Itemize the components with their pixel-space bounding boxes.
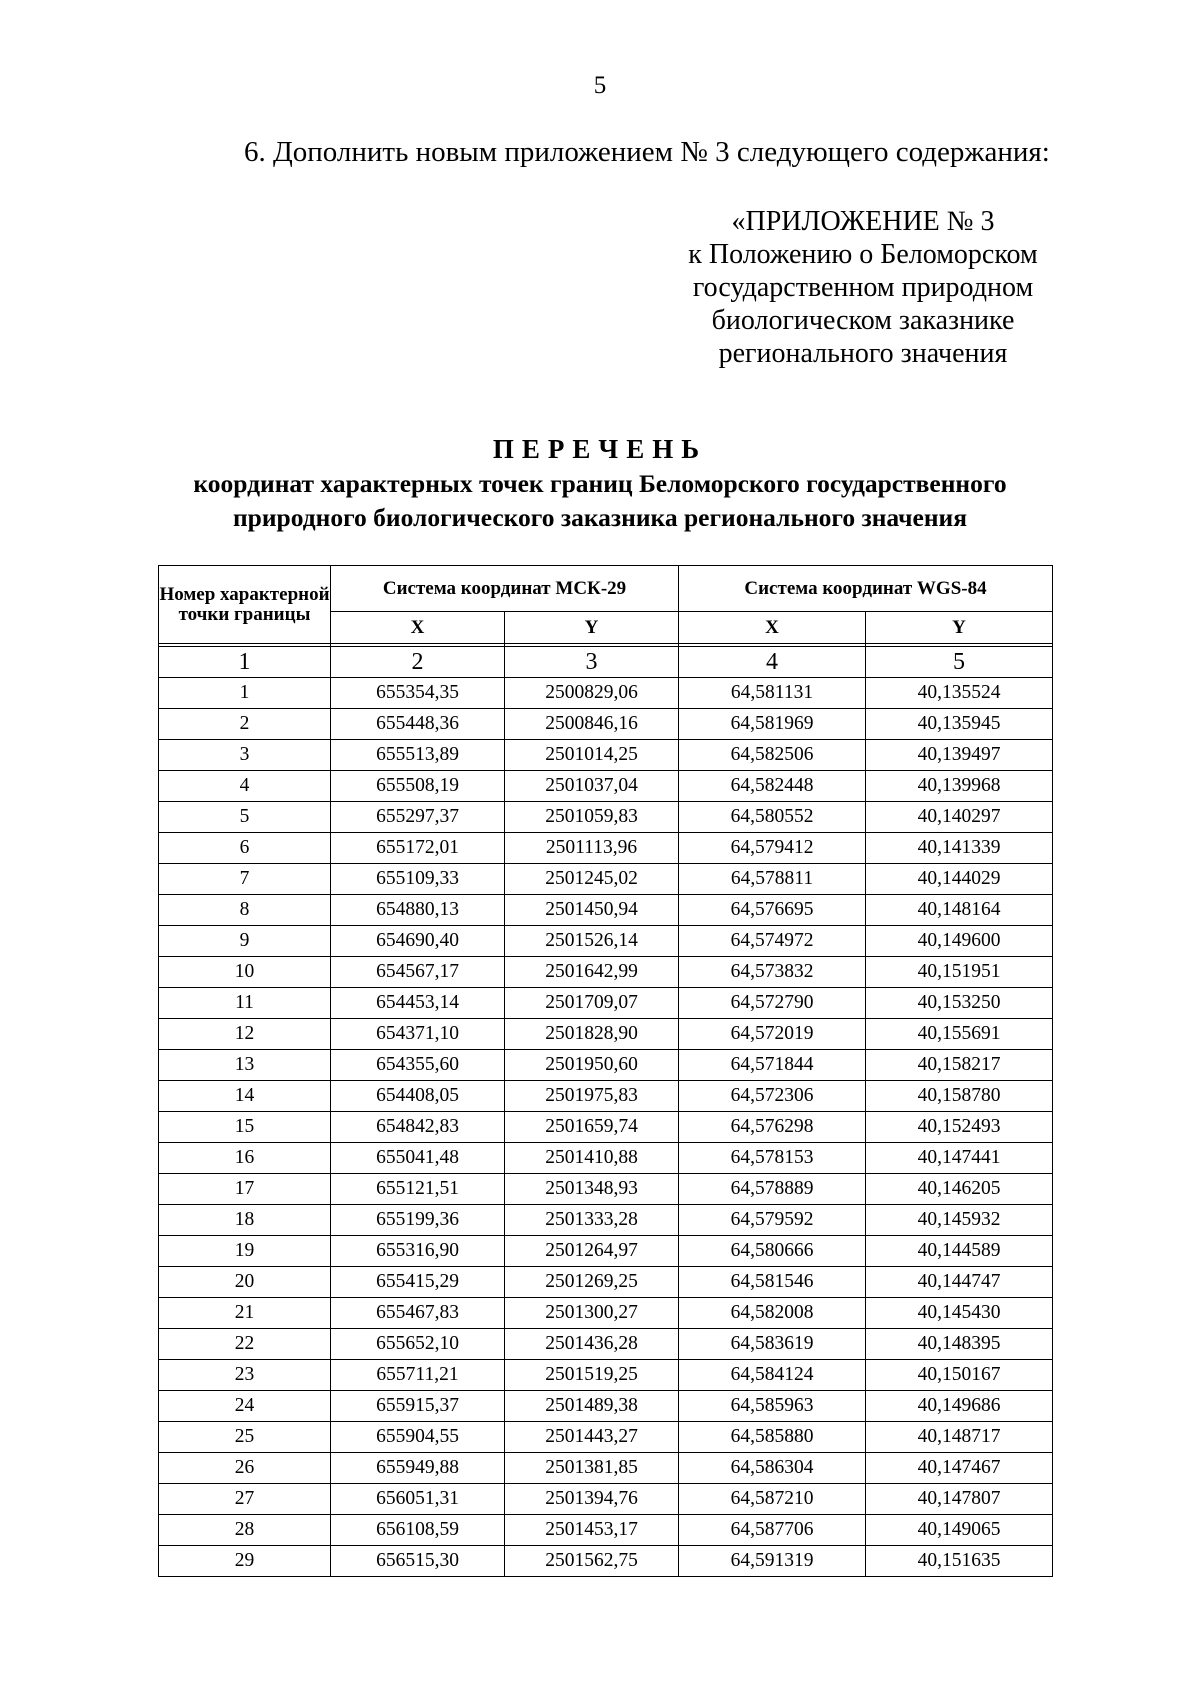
cell-msk-y: 2501037,04 bbox=[505, 771, 679, 802]
cell-wgs-y: 40,149686 bbox=[866, 1391, 1053, 1422]
cell-point-number: 21 bbox=[159, 1298, 331, 1329]
cell-msk-x: 656108,59 bbox=[331, 1515, 505, 1546]
cell-wgs-y: 40,147807 bbox=[866, 1484, 1053, 1515]
header-wgs-y: Y bbox=[866, 612, 1053, 644]
cell-point-number: 13 bbox=[159, 1050, 331, 1081]
cell-point-number: 22 bbox=[159, 1329, 331, 1360]
cell-msk-x: 655109,33 bbox=[331, 864, 505, 895]
table-row bbox=[159, 1546, 1053, 1577]
cell-msk-y: 2501269,25 bbox=[505, 1267, 679, 1298]
column-number: 4 bbox=[679, 647, 866, 678]
column-number-row bbox=[159, 647, 1053, 678]
cell-wgs-y: 40,150167 bbox=[866, 1360, 1053, 1391]
cell-wgs-x: 64,584124 bbox=[679, 1360, 866, 1391]
cell-msk-y: 2501381,85 bbox=[505, 1453, 679, 1484]
cell-msk-x: 655711,21 bbox=[331, 1360, 505, 1391]
cell-wgs-y: 40,151951 bbox=[866, 957, 1053, 988]
cell-point-number: 6 bbox=[159, 833, 331, 864]
table-row bbox=[159, 957, 1053, 988]
cell-msk-y: 2501014,25 bbox=[505, 740, 679, 771]
cell-wgs-y: 40,147467 bbox=[866, 1453, 1053, 1484]
cell-msk-y: 2501975,83 bbox=[505, 1081, 679, 1112]
table-row bbox=[159, 833, 1053, 864]
cell-wgs-x: 64,585963 bbox=[679, 1391, 866, 1422]
cell-wgs-x: 64,583619 bbox=[679, 1329, 866, 1360]
cell-point-number: 20 bbox=[159, 1267, 331, 1298]
table-row bbox=[159, 926, 1053, 957]
cell-msk-x: 655316,90 bbox=[331, 1236, 505, 1267]
cell-wgs-x: 64,578811 bbox=[679, 864, 866, 895]
cell-wgs-y: 40,135524 bbox=[866, 678, 1053, 709]
cell-point-number: 17 bbox=[159, 1174, 331, 1205]
appendix-heading bbox=[653, 205, 1073, 370]
column-number: 3 bbox=[505, 647, 679, 678]
cell-wgs-x: 64,587210 bbox=[679, 1484, 866, 1515]
cell-msk-x: 654371,10 bbox=[331, 1019, 505, 1050]
cell-wgs-y: 40,144747 bbox=[866, 1267, 1053, 1298]
cell-wgs-y: 40,144589 bbox=[866, 1236, 1053, 1267]
cell-point-number: 2 bbox=[159, 709, 331, 740]
table-row bbox=[159, 1360, 1053, 1391]
cell-point-number: 8 bbox=[159, 895, 331, 926]
cell-msk-x: 655448,36 bbox=[331, 709, 505, 740]
cell-point-number: 15 bbox=[159, 1112, 331, 1143]
table-row bbox=[159, 709, 1053, 740]
appendix-line: к Положению о Беломорском bbox=[688, 239, 1038, 270]
cell-point-number: 19 bbox=[159, 1236, 331, 1267]
cell-msk-x: 654408,05 bbox=[331, 1081, 505, 1112]
cell-msk-y: 2501245,02 bbox=[505, 864, 679, 895]
cell-wgs-y: 40,151635 bbox=[866, 1546, 1053, 1577]
table-row bbox=[159, 864, 1053, 895]
table-row bbox=[159, 1081, 1053, 1112]
cell-msk-y: 2501828,90 bbox=[505, 1019, 679, 1050]
cell-wgs-x: 64,582448 bbox=[679, 771, 866, 802]
cell-msk-y: 2501450,94 bbox=[505, 895, 679, 926]
cell-msk-y: 2501443,27 bbox=[505, 1422, 679, 1453]
column-number: 1 bbox=[159, 647, 331, 678]
cell-msk-y: 2501562,75 bbox=[505, 1546, 679, 1577]
cell-wgs-y: 40,153250 bbox=[866, 988, 1053, 1019]
cell-msk-x: 655513,89 bbox=[331, 740, 505, 771]
table-row bbox=[159, 802, 1053, 833]
cell-point-number: 27 bbox=[159, 1484, 331, 1515]
header-msk-y: Y bbox=[505, 612, 679, 644]
table-row bbox=[159, 1267, 1053, 1298]
cell-wgs-x: 64,572306 bbox=[679, 1081, 866, 1112]
cell-wgs-y: 40,149600 bbox=[866, 926, 1053, 957]
cell-wgs-x: 64,585880 bbox=[679, 1422, 866, 1453]
table-row bbox=[159, 1298, 1053, 1329]
appendix-line: биологическом заказнике bbox=[711, 305, 1015, 336]
cell-wgs-x: 64,587706 bbox=[679, 1515, 866, 1546]
cell-wgs-x: 64,579412 bbox=[679, 833, 866, 864]
table-row bbox=[159, 1484, 1053, 1515]
column-number: 5 bbox=[866, 647, 1053, 678]
cell-wgs-x: 64,579592 bbox=[679, 1205, 866, 1236]
cell-wgs-x: 64,586304 bbox=[679, 1453, 866, 1484]
table-row bbox=[159, 1143, 1053, 1174]
cell-wgs-y: 40,147441 bbox=[866, 1143, 1053, 1174]
cell-wgs-y: 40,144029 bbox=[866, 864, 1053, 895]
cell-msk-y: 2501436,28 bbox=[505, 1329, 679, 1360]
cell-point-number: 4 bbox=[159, 771, 331, 802]
cell-wgs-x: 64,580666 bbox=[679, 1236, 866, 1267]
table-row bbox=[159, 771, 1053, 802]
cell-point-number: 25 bbox=[159, 1422, 331, 1453]
cell-msk-y: 2501410,88 bbox=[505, 1143, 679, 1174]
cell-point-number: 7 bbox=[159, 864, 331, 895]
cell-msk-y: 2501453,17 bbox=[505, 1515, 679, 1546]
table-row bbox=[159, 1329, 1053, 1360]
cell-wgs-x: 64,591319 bbox=[679, 1546, 866, 1577]
cell-msk-x: 656515,30 bbox=[331, 1546, 505, 1577]
table-row bbox=[159, 1391, 1053, 1422]
cell-wgs-y: 40,139968 bbox=[866, 771, 1053, 802]
cell-point-number: 12 bbox=[159, 1019, 331, 1050]
cell-msk-x: 655949,88 bbox=[331, 1453, 505, 1484]
cell-wgs-x: 64,581969 bbox=[679, 709, 866, 740]
cell-msk-x: 654355,60 bbox=[331, 1050, 505, 1081]
cell-point-number: 9 bbox=[159, 926, 331, 957]
cell-point-number: 29 bbox=[159, 1546, 331, 1577]
table-row bbox=[159, 1112, 1053, 1143]
cell-wgs-y: 40,158780 bbox=[866, 1081, 1053, 1112]
cell-msk-x: 655354,35 bbox=[331, 678, 505, 709]
cell-msk-x: 655297,37 bbox=[331, 802, 505, 833]
cell-msk-y: 2501348,93 bbox=[505, 1174, 679, 1205]
cell-msk-x: 655508,19 bbox=[331, 771, 505, 802]
header-msk-x: X bbox=[331, 612, 505, 644]
cell-wgs-x: 64,572790 bbox=[679, 988, 866, 1019]
coordinates-table bbox=[158, 565, 1053, 1577]
cell-msk-y: 2501642,99 bbox=[505, 957, 679, 988]
cell-msk-y: 2501950,60 bbox=[505, 1050, 679, 1081]
cell-wgs-y: 40,145932 bbox=[866, 1205, 1053, 1236]
cell-msk-x: 654842,83 bbox=[331, 1112, 505, 1143]
cell-point-number: 5 bbox=[159, 802, 331, 833]
cell-msk-x: 655467,83 bbox=[331, 1298, 505, 1329]
page-number: 5 bbox=[593, 72, 607, 99]
cell-msk-y: 2500846,16 bbox=[505, 709, 679, 740]
cell-msk-x: 655041,48 bbox=[331, 1143, 505, 1174]
table-row bbox=[159, 1236, 1053, 1267]
cell-msk-x: 655915,37 bbox=[331, 1391, 505, 1422]
cell-wgs-x: 64,574972 bbox=[679, 926, 866, 957]
cell-msk-x: 654690,40 bbox=[331, 926, 505, 957]
cell-msk-y: 2501333,28 bbox=[505, 1205, 679, 1236]
cell-msk-x: 655121,51 bbox=[331, 1174, 505, 1205]
cell-point-number: 26 bbox=[159, 1453, 331, 1484]
subtitle-line: природного биологического заказника регионального значения bbox=[232, 503, 968, 532]
subtitle-line: координат характерных точек границ Беломорского государственного bbox=[193, 469, 1007, 498]
header-wgs-x: X bbox=[679, 612, 866, 644]
header-point-number: Номер характерной точки границы bbox=[159, 566, 331, 644]
cell-msk-y: 2501300,27 bbox=[505, 1298, 679, 1329]
cell-msk-x: 654453,14 bbox=[331, 988, 505, 1019]
cell-wgs-x: 64,581546 bbox=[679, 1267, 866, 1298]
table-row bbox=[159, 895, 1053, 926]
cell-wgs-x: 64,576695 bbox=[679, 895, 866, 926]
document-subtitle bbox=[0, 467, 1200, 535]
cell-point-number: 14 bbox=[159, 1081, 331, 1112]
cell-msk-x: 655172,01 bbox=[331, 833, 505, 864]
cell-wgs-x: 64,582506 bbox=[679, 740, 866, 771]
cell-point-number: 18 bbox=[159, 1205, 331, 1236]
cell-wgs-y: 40,148395 bbox=[866, 1329, 1053, 1360]
cell-point-number: 28 bbox=[159, 1515, 331, 1546]
table-row bbox=[159, 1050, 1053, 1081]
table-row bbox=[159, 988, 1053, 1019]
cell-msk-x: 655199,36 bbox=[331, 1205, 505, 1236]
cell-wgs-y: 40,148717 bbox=[866, 1422, 1053, 1453]
table-row bbox=[159, 1019, 1053, 1050]
cell-msk-x: 655904,55 bbox=[331, 1422, 505, 1453]
cell-wgs-x: 64,571844 bbox=[679, 1050, 866, 1081]
cell-msk-y: 2501059,83 bbox=[505, 802, 679, 833]
cell-msk-y: 2501264,97 bbox=[505, 1236, 679, 1267]
appendix-line: регионального значения bbox=[718, 338, 1008, 369]
cell-wgs-y: 40,139497 bbox=[866, 740, 1053, 771]
cell-msk-y: 2501659,74 bbox=[505, 1112, 679, 1143]
header-msk29-system: Система координат МСК-29 bbox=[331, 566, 679, 612]
cell-msk-y: 2500829,06 bbox=[505, 678, 679, 709]
cell-msk-y: 2501489,38 bbox=[505, 1391, 679, 1422]
document-title: ПЕРЕЧЕНЬ bbox=[492, 434, 708, 464]
appendix-line: государственном природном bbox=[692, 272, 1034, 303]
header-wgs84-system: Система координат WGS-84 bbox=[679, 566, 1053, 612]
cell-msk-y: 2501519,25 bbox=[505, 1360, 679, 1391]
table-row bbox=[159, 1515, 1053, 1546]
table-row bbox=[159, 1453, 1053, 1484]
cell-wgs-x: 64,580552 bbox=[679, 802, 866, 833]
cell-point-number: 3 bbox=[159, 740, 331, 771]
cell-msk-x: 654880,13 bbox=[331, 895, 505, 926]
table-row bbox=[159, 678, 1053, 709]
cell-wgs-x: 64,581131 bbox=[679, 678, 866, 709]
cell-wgs-y: 40,141339 bbox=[866, 833, 1053, 864]
cell-wgs-x: 64,578153 bbox=[679, 1143, 866, 1174]
cell-wgs-y: 40,149065 bbox=[866, 1515, 1053, 1546]
cell-msk-x: 655415,29 bbox=[331, 1267, 505, 1298]
cell-wgs-y: 40,158217 bbox=[866, 1050, 1053, 1081]
cell-msk-x: 655652,10 bbox=[331, 1329, 505, 1360]
cell-wgs-y: 40,152493 bbox=[866, 1112, 1053, 1143]
table-row bbox=[159, 1422, 1053, 1453]
cell-msk-y: 2501709,07 bbox=[505, 988, 679, 1019]
cell-point-number: 10 bbox=[159, 957, 331, 988]
cell-wgs-x: 64,572019 bbox=[679, 1019, 866, 1050]
table-row bbox=[159, 1174, 1053, 1205]
cell-wgs-y: 40,145430 bbox=[866, 1298, 1053, 1329]
instruction-text: 6. Дополнить новым приложением № 3 следующего содержания: bbox=[244, 136, 1050, 168]
cell-wgs-x: 64,573832 bbox=[679, 957, 866, 988]
cell-wgs-y: 40,148164 bbox=[866, 895, 1053, 926]
cell-wgs-x: 64,582008 bbox=[679, 1298, 866, 1329]
cell-point-number: 1 bbox=[159, 678, 331, 709]
table-row bbox=[159, 740, 1053, 771]
cell-wgs-y: 40,140297 bbox=[866, 802, 1053, 833]
cell-point-number: 16 bbox=[159, 1143, 331, 1174]
cell-wgs-y: 40,155691 bbox=[866, 1019, 1053, 1050]
cell-point-number: 23 bbox=[159, 1360, 331, 1391]
cell-wgs-x: 64,576298 bbox=[679, 1112, 866, 1143]
cell-wgs-y: 40,146205 bbox=[866, 1174, 1053, 1205]
table-row bbox=[159, 1205, 1053, 1236]
cell-msk-y: 2501526,14 bbox=[505, 926, 679, 957]
cell-wgs-y: 40,135945 bbox=[866, 709, 1053, 740]
cell-point-number: 24 bbox=[159, 1391, 331, 1422]
cell-msk-x: 654567,17 bbox=[331, 957, 505, 988]
column-number: 2 bbox=[331, 647, 505, 678]
appendix-line: «ПРИЛОЖЕНИЕ № 3 bbox=[731, 206, 995, 237]
cell-msk-y: 2501394,76 bbox=[505, 1484, 679, 1515]
cell-wgs-x: 64,578889 bbox=[679, 1174, 866, 1205]
cell-msk-x: 656051,31 bbox=[331, 1484, 505, 1515]
cell-point-number: 11 bbox=[159, 988, 331, 1019]
cell-msk-y: 2501113,96 bbox=[505, 833, 679, 864]
